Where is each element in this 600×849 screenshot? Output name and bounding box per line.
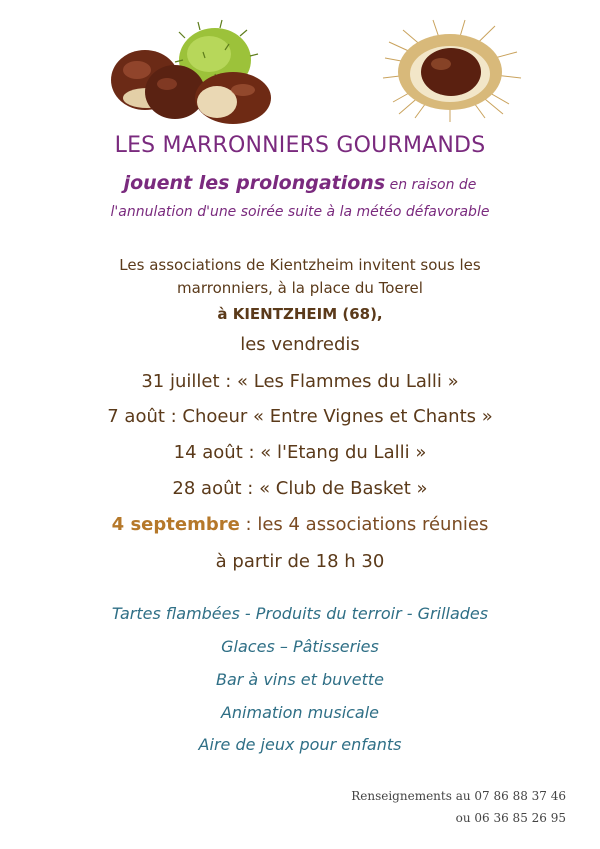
contact-line1: Renseignements au 07 86 88 37 46 (351, 789, 566, 803)
subtitle-rest: en raison de (385, 177, 477, 193)
chestnut-nut (421, 48, 481, 96)
nut-highlight (431, 58, 451, 70)
final-event-text: : les 4 associations réunies (239, 514, 489, 535)
subtitle (0, 172, 600, 194)
event-item: 28 août : « Club de Basket » (172, 478, 428, 499)
start-time: à partir de 18 h 30 (215, 551, 385, 572)
chestnut-right (195, 72, 271, 124)
intro-line1: Les associations de Kientzheim invitent sous les (119, 256, 481, 274)
offer-item: Animation musicale (220, 703, 380, 722)
subtitle-bold: jouent les prolongations (123, 172, 386, 194)
event-item: 31 juillet : « Les Flammes du Lalli » (141, 371, 459, 392)
final-event-date: 4 septembre (111, 514, 240, 535)
subtitle-line2: l'annulation d'une soirée suite à la météo défavorable (110, 204, 490, 220)
event-item: 7 août : Choeur « Entre Vignes et Chants » (107, 406, 493, 427)
city-line: à KIENTZHEIM (68), (217, 305, 383, 323)
intro-line2: marronniers, à la place du Toerel (177, 279, 423, 297)
chestnut-burr-photo (375, 18, 525, 123)
event-item: 14 août : « l'Etang du Lalli » (173, 442, 427, 463)
offer-item: Aire de jeux pour enfants (198, 735, 402, 754)
page-title: LES MARRONNIERS GOURMANDS (114, 133, 486, 158)
final-event (0, 514, 600, 535)
chestnut-middle (145, 65, 205, 119)
offer-item: Tartes flambées - Produits du terroir - Grillades (111, 604, 489, 623)
day-line: les vendredis (240, 334, 360, 355)
contact-line2: ou 06 36 85 26 95 (455, 811, 566, 825)
offer-item: Bar à vins et buvette (215, 670, 384, 689)
offer-item: Glaces – Pâtisseries (221, 637, 379, 656)
chestnuts-photo (105, 18, 295, 128)
